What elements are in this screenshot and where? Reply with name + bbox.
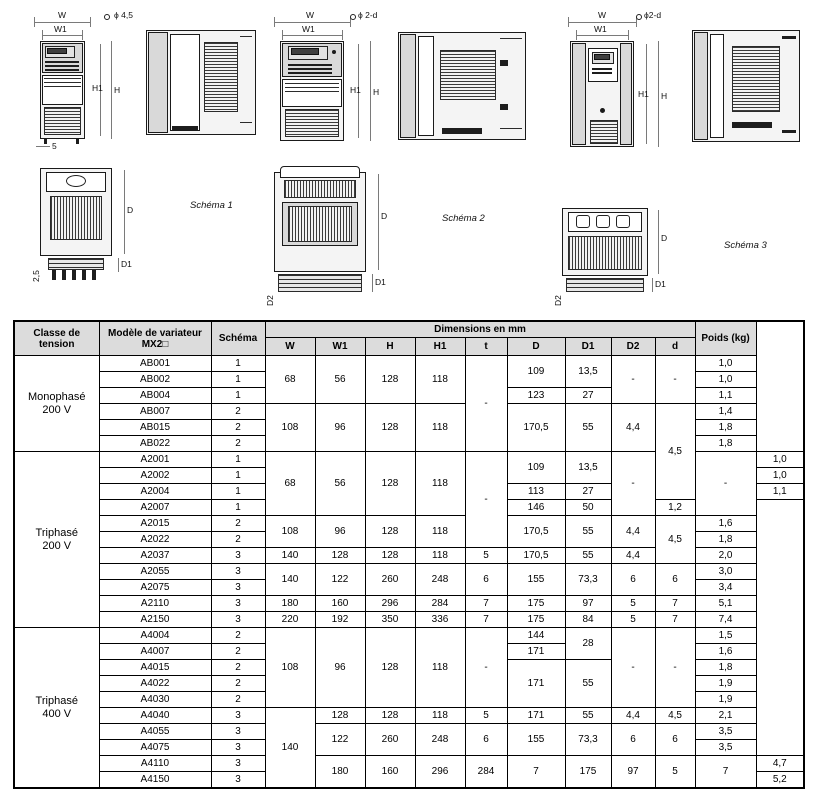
dim-phi-2d-label: ϕ 2-d (358, 10, 378, 20)
cell-weight: 3,5 (695, 740, 756, 756)
cell-d2: 4,4 (611, 404, 655, 452)
cell-d2: 6 (611, 724, 655, 756)
dim-w-label: W (58, 10, 67, 20)
cell-h1: 118 (415, 628, 465, 708)
cell-model: AB007 (99, 404, 211, 420)
cell-h1: 118 (415, 356, 465, 404)
cell-h: 128 (365, 548, 415, 564)
dim-w1-label-3: W1 (594, 24, 607, 34)
dim-h-label-3: H (661, 91, 668, 101)
cell-d: 171 (507, 708, 565, 724)
cell-d2: 4,4 (611, 548, 655, 564)
cell-model: A2007 (99, 500, 211, 516)
table-row (14, 612, 804, 628)
cell-d2: 5 (611, 612, 655, 628)
cell-h1: 118 (415, 516, 465, 548)
cell-schema: 1 (211, 468, 265, 484)
voltage-class-line1: Triphasé (35, 694, 78, 707)
cell-w: 108 (265, 516, 315, 548)
cell-model: A4150 (99, 772, 211, 789)
cell-w1: 160 (365, 756, 415, 789)
cell-d-hole: 6 (655, 564, 695, 596)
cell-schema: 2 (211, 676, 265, 692)
dim-d-label-3: D (661, 233, 668, 243)
cell-d-hole: 4,5 (655, 708, 695, 724)
header-col-t: t (465, 338, 507, 356)
table-header-row-1 (14, 321, 804, 338)
dim-d-label: D (127, 205, 134, 215)
table-row (14, 628, 804, 644)
cell-d: 175 (507, 612, 565, 628)
cell-weight: 2,0 (695, 548, 756, 564)
cell-h1: 284 (415, 596, 465, 612)
cell-w: 140 (265, 548, 315, 564)
cell-d-hole: 7 (655, 612, 695, 628)
cell-d: 144 (507, 628, 565, 644)
cell-d1: 97 (611, 756, 655, 789)
dim-h1-label: H1 (92, 83, 103, 93)
header-col-d: d (655, 338, 695, 356)
schema-3-caption: Schéma 3 (724, 240, 767, 251)
header-model-line2: MX2□ (141, 338, 169, 350)
cell-weight: 1,4 (695, 404, 756, 420)
cell-model: AB022 (99, 436, 211, 452)
schema2-side-view (392, 24, 532, 149)
cell-weight: 1,0 (756, 452, 804, 468)
dim-h-label: H (114, 85, 121, 95)
cell-t: 7 (465, 612, 507, 628)
dim-d1-label-2: D1 (375, 277, 386, 287)
cell-d2: 4,4 (611, 708, 655, 724)
cell-t: - (465, 628, 507, 708)
cell-model: A2001 (99, 452, 211, 468)
cell-d: 171 (507, 660, 565, 708)
cell-d: 170,5 (507, 404, 565, 452)
header-weight: Poids (kg) (695, 321, 756, 356)
cell-weight: 1,8 (695, 436, 756, 452)
cell-w1: 128 (315, 548, 365, 564)
cell-d1: 55 (565, 660, 611, 708)
cell-w: 108 (265, 628, 315, 708)
schema1-side-view (138, 22, 258, 142)
cell-h: 128 (365, 708, 415, 724)
cell-schema: 2 (211, 420, 265, 436)
dim-d1-label-3: D1 (655, 279, 666, 289)
cell-model: AB004 (99, 388, 211, 404)
header-model-line1: Modèle de variateur (108, 327, 202, 339)
cell-w: 180 (265, 596, 315, 612)
cell-d1: 13,5 (565, 452, 611, 484)
cell-w: 108 (265, 404, 315, 452)
cell-schema: 3 (211, 548, 265, 564)
cell-w1: 56 (315, 356, 365, 404)
table-row (14, 356, 804, 372)
cell-w1: 96 (315, 404, 365, 452)
cell-d2: - (611, 452, 655, 516)
dim-w1-label-2: W1 (302, 24, 315, 34)
cell-h: 260 (365, 564, 415, 596)
cell-t: 7 (507, 756, 565, 789)
header-col-h: H (365, 338, 415, 356)
cell-weight: 1,5 (695, 628, 756, 644)
dim-h-label-2: H (373, 87, 380, 97)
voltage-class-line2: 200 V (42, 539, 72, 552)
dim-h1-label-2: H1 (350, 85, 361, 95)
cell-d: 146 (507, 500, 565, 516)
cell-model: A4015 (99, 660, 211, 676)
cell-h: 296 (365, 596, 415, 612)
cell-schema: 1 (211, 372, 265, 388)
cell-model: A2037 (99, 548, 211, 564)
cell-h: 350 (365, 612, 415, 628)
cell-weight: 1,8 (695, 532, 756, 548)
cell-schema: 3 (211, 612, 265, 628)
schema2-front-view (262, 8, 382, 158)
cell-weight: 3,4 (695, 580, 756, 596)
cell-d: 171 (507, 644, 565, 660)
cell-d: 113 (507, 484, 565, 500)
cell-d1: 55 (565, 708, 611, 724)
schema3-front-view (548, 8, 678, 158)
cell-d-hole: - (655, 628, 695, 708)
dim-w-label-2: W (306, 10, 315, 20)
cell-model: A2004 (99, 484, 211, 500)
cell-d: 123 (507, 388, 565, 404)
cell-d-hole: 4,5 (655, 404, 695, 500)
cell-d: 155 (507, 564, 565, 596)
dim-2-5-label: 2,5 (31, 270, 41, 282)
cell-weight: 1,1 (695, 388, 756, 404)
cell-h: 296 (415, 756, 465, 789)
cell-w1: 160 (315, 596, 365, 612)
cell-weight: 5,2 (756, 772, 804, 789)
cell-model: A2055 (99, 564, 211, 580)
cell-d1: 28 (565, 628, 611, 660)
cell-d-hole: 4,5 (655, 516, 695, 564)
cell-w1: 192 (315, 612, 365, 628)
cell-voltage-class-1 (14, 356, 99, 452)
cell-model: A4004 (99, 628, 211, 644)
table-row (14, 724, 804, 740)
header-col-d: D (507, 338, 565, 356)
cell-d2: 5 (611, 596, 655, 612)
cell-w: 140 (265, 564, 315, 596)
cell-w1: 96 (315, 516, 365, 548)
cell-d1: 55 (565, 548, 611, 564)
cell-d1: 73,3 (565, 724, 611, 756)
cell-schema: 1 (211, 356, 265, 372)
cell-schema: 2 (211, 532, 265, 548)
cell-schema: 2 (211, 660, 265, 676)
table-row (14, 516, 804, 532)
cell-model: A4110 (99, 756, 211, 772)
voltage-class-line1: Triphasé (35, 526, 78, 539)
cell-w-b: 180 (315, 756, 365, 789)
cell-model: A4075 (99, 740, 211, 756)
cell-weight: 1,9 (695, 692, 756, 708)
cell-voltage-class-3 (14, 628, 99, 789)
cell-weight: 3,0 (695, 564, 756, 580)
cell-w: 140 (265, 708, 315, 789)
cell-schema: 3 (211, 708, 265, 724)
cell-d: 175 (565, 756, 611, 789)
cell-weight: 1,6 (695, 644, 756, 660)
cell-d1: 55 (565, 516, 611, 548)
cell-weight: 1,8 (695, 420, 756, 436)
schema2-bottom-view (262, 158, 392, 308)
cell-model: A4040 (99, 708, 211, 724)
cell-weight: 7,4 (695, 612, 756, 628)
header-model (99, 321, 211, 356)
cell-schema: 2 (211, 516, 265, 532)
cell-t: - (465, 356, 507, 452)
cell-weight: 4,7 (756, 756, 804, 772)
cell-h1: 118 (415, 708, 465, 724)
voltage-class-line2: 200 V (42, 403, 72, 416)
cell-d: 109 (507, 356, 565, 388)
cell-d-hole: - (695, 452, 756, 516)
dimensions-table (13, 320, 805, 789)
cell-schema: 3 (211, 740, 265, 756)
schema1-front-view (26, 8, 136, 153)
cell-d: 175 (507, 596, 565, 612)
cell-voltage-class-2 (14, 452, 99, 628)
cell-model: A2150 (99, 612, 211, 628)
schema3-bottom-view (548, 196, 678, 311)
cell-schema: 2 (211, 404, 265, 420)
cell-d: 109 (507, 452, 565, 484)
header-voltage-class-line1: Classe de (33, 327, 81, 339)
table-row (14, 564, 804, 580)
cell-w1: 128 (315, 708, 365, 724)
cell-model: A4022 (99, 676, 211, 692)
cell-weight: 1,6 (695, 516, 756, 532)
table-row (14, 756, 804, 772)
voltage-class-line1: Monophasé (28, 390, 86, 403)
cell-d: 170,5 (507, 516, 565, 548)
cell-t: 6 (465, 564, 507, 596)
cell-d-hole: - (655, 356, 695, 404)
cell-weight: 1,2 (655, 500, 695, 516)
dim-d-label-2: D (381, 211, 388, 221)
cell-h1: 248 (415, 724, 465, 756)
cell-model: A4030 (99, 692, 211, 708)
cell-w1: 122 (315, 564, 365, 596)
cell-schema: 1 (211, 452, 265, 468)
cell-model: AB001 (99, 356, 211, 372)
cell-t: 6 (465, 724, 507, 756)
cell-d-hole: 7 (695, 756, 756, 789)
header-col-d1: D1 (565, 338, 611, 356)
cell-schema: 2 (211, 436, 265, 452)
voltage-class-line2: 400 V (42, 707, 72, 720)
cell-d1: 27 (565, 388, 611, 404)
cell-model: A2110 (99, 596, 211, 612)
cell-model: A4007 (99, 644, 211, 660)
dim-phi-2d-label-3: ϕ2-d (644, 10, 662, 20)
cell-t: 7 (465, 596, 507, 612)
dim-d2-label-3: D2 (553, 295, 563, 306)
cell-model: A4055 (99, 724, 211, 740)
schema-2-caption: Schéma 2 (442, 213, 485, 224)
cell-t: 5 (465, 548, 507, 564)
cell-d-hole: 6 (655, 724, 695, 756)
cell-w1: 56 (315, 452, 365, 516)
cell-d1: 27 (565, 484, 611, 500)
dimensions-table-wrapper (13, 320, 805, 789)
cell-h1: 336 (415, 612, 465, 628)
cell-w1: 122 (315, 724, 365, 756)
cell-d1: 97 (565, 596, 611, 612)
cell-h1: 248 (415, 564, 465, 596)
cell-schema: 2 (211, 644, 265, 660)
cell-weight: 1,0 (756, 468, 804, 484)
dim-phi-4-5-label: ϕ 4,5 (114, 10, 133, 20)
cell-schema: 1 (211, 500, 265, 516)
cell-h: 260 (365, 724, 415, 756)
table-body (14, 356, 804, 789)
cell-t: - (465, 452, 507, 548)
cell-d1: 50 (565, 500, 611, 516)
cell-d1: 55 (565, 404, 611, 452)
dim-d1-label: D1 (121, 259, 132, 269)
schema-1-caption: Schéma 1 (190, 200, 233, 211)
cell-h: 128 (365, 516, 415, 548)
cell-schema: 2 (211, 628, 265, 644)
cell-weight: 1,9 (695, 676, 756, 692)
cell-h1: 118 (415, 548, 465, 564)
cell-w: 68 (265, 356, 315, 404)
cell-d2: - (611, 628, 655, 708)
cell-h: 128 (365, 356, 415, 404)
cell-weight: 3,5 (695, 724, 756, 740)
cell-d2: 6 (611, 564, 655, 596)
cell-d1: 73,3 (565, 564, 611, 596)
header-col-w1: W1 (315, 338, 365, 356)
table-row (14, 404, 804, 420)
cell-schema: 3 (211, 564, 265, 580)
cell-h1: 118 (415, 452, 465, 516)
cell-weight: 5,1 (695, 596, 756, 612)
cell-model: A2015 (99, 516, 211, 532)
dimension-drawings-area (0, 0, 818, 312)
header-voltage-class-line2: tension (38, 338, 75, 350)
cell-d: 170,5 (507, 548, 565, 564)
cell-d1: 13,5 (565, 356, 611, 388)
header-voltage-class (14, 321, 99, 356)
cell-schema: 1 (211, 388, 265, 404)
cell-schema: 3 (211, 596, 265, 612)
cell-h1: 284 (465, 756, 507, 789)
cell-model: A2002 (99, 468, 211, 484)
cell-schema: 3 (211, 580, 265, 596)
header-schema: Schéma (211, 321, 265, 356)
dim-5-label: 5 (52, 141, 57, 151)
cell-h1: 118 (415, 404, 465, 452)
cell-model: A2075 (99, 580, 211, 596)
cell-weight: 1,1 (756, 484, 804, 500)
cell-model: A2022 (99, 532, 211, 548)
cell-weight: 1,0 (695, 372, 756, 388)
cell-t: 5 (465, 708, 507, 724)
dim-w-label-3: W (598, 10, 607, 20)
header-dimensions-group: Dimensions en mm (265, 321, 695, 338)
cell-weight: 1,8 (695, 660, 756, 676)
cell-schema: 2 (211, 692, 265, 708)
cell-schema: 1 (211, 484, 265, 500)
cell-weight: 1,0 (695, 356, 756, 372)
cell-h: 128 (365, 628, 415, 708)
cell-h: 128 (365, 452, 415, 516)
cell-model: AB002 (99, 372, 211, 388)
schema1-bottom-view (26, 160, 146, 300)
cell-weight: 2,1 (695, 708, 756, 724)
header-col-h1: H1 (415, 338, 465, 356)
cell-w: 68 (265, 452, 315, 516)
dim-d2-label-2: D2 (265, 295, 275, 306)
dim-w1-label: W1 (54, 24, 67, 34)
schema3-side-view (686, 22, 806, 152)
cell-d1: 84 (565, 612, 611, 628)
cell-d2: 4,4 (611, 516, 655, 548)
cell-h: 128 (365, 404, 415, 452)
cell-model: AB015 (99, 420, 211, 436)
dim-h1-label-3: H1 (638, 89, 649, 99)
table-row (14, 708, 804, 724)
cell-w: 220 (265, 612, 315, 628)
cell-d: 155 (507, 724, 565, 756)
header-col-d2: D2 (611, 338, 655, 356)
cell-d2: - (611, 356, 655, 404)
cell-d-hole: 7 (655, 596, 695, 612)
cell-schema: 3 (211, 756, 265, 772)
cell-d2: 5 (655, 756, 695, 789)
cell-schema: 3 (211, 724, 265, 740)
table-row (14, 596, 804, 612)
cell-schema: 3 (211, 772, 265, 789)
header-col-w: W (265, 338, 315, 356)
cell-w1: 96 (315, 628, 365, 708)
